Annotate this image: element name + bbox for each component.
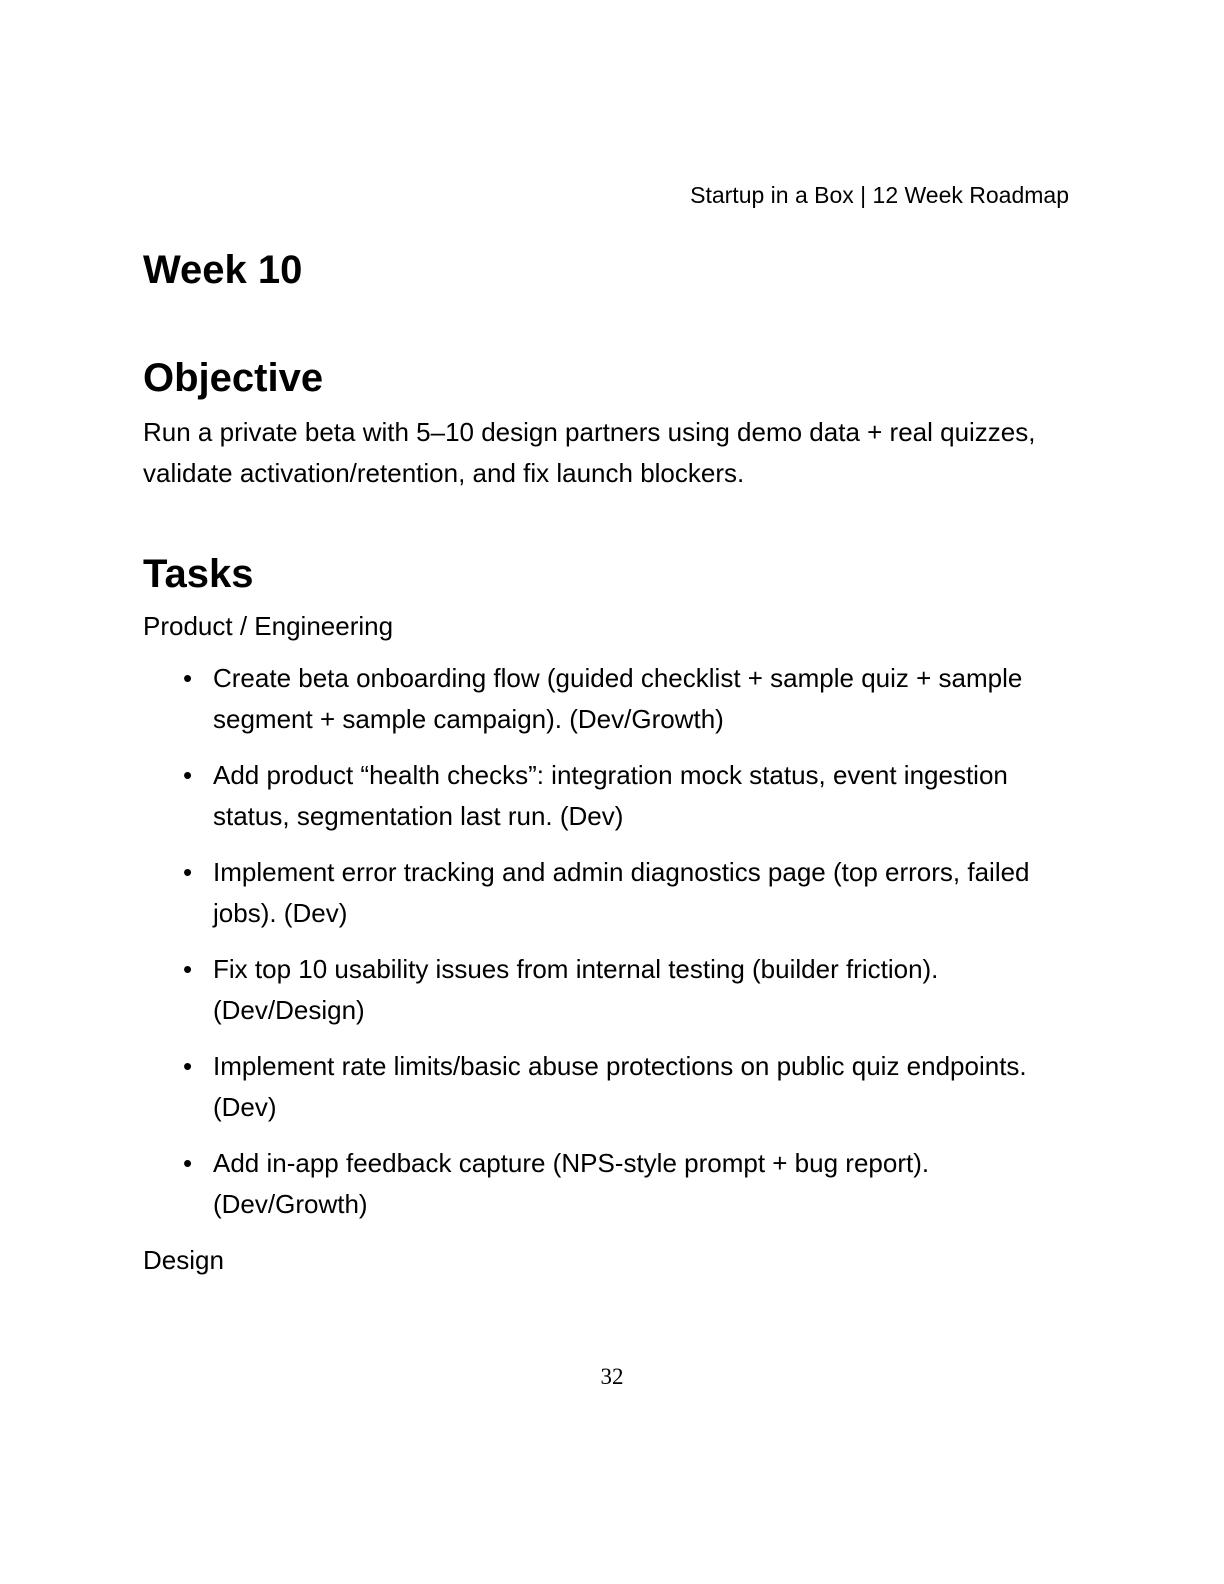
task-group-label: Product / Engineering [143, 611, 394, 641]
task-text: Create beta onboarding flow (guided checklist + sample quiz + sample segment + sample campaign). (Dev/Growth) [213, 663, 1023, 734]
bullet-icon: • [183, 760, 193, 790]
objective-heading: Objective [143, 356, 324, 400]
objective-text: Run a private beta with 5–10 design partners using demo data + real quizzes, validate activation/retention, and fix launch blockers. [143, 417, 1036, 488]
tasks-heading: Tasks [143, 552, 254, 596]
task-text: Add in-app feedback capture (NPS-style prompt + bug report). (Dev/Growth) [213, 1148, 930, 1219]
task-group-label-design: Design [143, 1245, 224, 1275]
bullet-icon: • [183, 857, 193, 887]
task-item [143, 1143, 1073, 1225]
task-item [143, 658, 1073, 740]
task-text: Implement rate limits/basic abuse protections on public quiz endpoints. (Dev) [213, 1051, 1027, 1122]
bullet-icon: • [183, 1148, 193, 1178]
task-item [143, 1046, 1073, 1128]
bullet-icon: • [183, 1051, 193, 1081]
task-text: Implement error tracking and admin diagnostics page (top errors, failed jobs). (Dev) [213, 857, 1030, 928]
bullet-icon: • [183, 954, 193, 984]
page-content [143, 242, 1073, 1280]
task-list [143, 658, 1073, 1225]
task-item [143, 949, 1073, 1031]
bullet-icon: • [183, 663, 193, 693]
task-text: Fix top 10 usability issues from internal testing (builder friction). (Dev/Design) [213, 954, 939, 1025]
task-text: Add product “health checks”: integration mock status, event ingestion status, segmentation last run. (Dev) [213, 760, 1008, 831]
running-header: Startup in a Box | 12 Week Roadmap [690, 182, 1069, 208]
task-item [143, 755, 1073, 837]
page-number: 32 [600, 1364, 624, 1389]
week-title: Week 10 [143, 248, 303, 292]
task-item [143, 852, 1073, 934]
